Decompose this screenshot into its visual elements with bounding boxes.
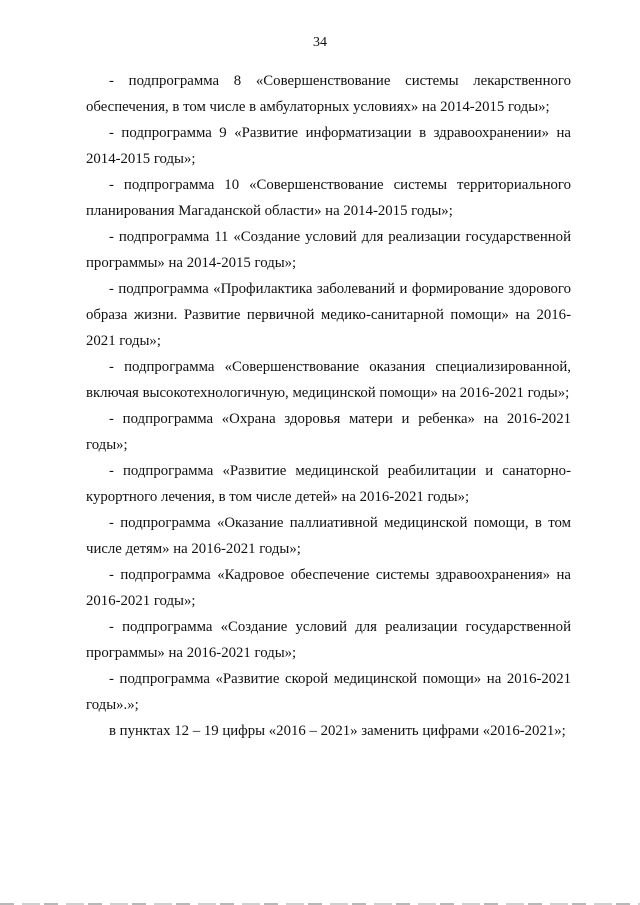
paragraph-subprogram-staffing: - подпрограмма «Кадровое обеспечение системы здравоохранения» на 2016-2021 годы»; — [86, 567, 571, 609]
paragraph-subprogram-8: - подпрограмма 8 «Совершенствование системы лекарственного обеспечения, в том числе в амбулаторных условиях» на 2014-2015 годы»; — [86, 73, 571, 115]
paragraph-subprogram-rehabilitation: - подпрограмма «Развитие медицинской реабилитации и санаторно-курортного лечения, в том числе детей» на 2016-2021 годы»; — [86, 463, 571, 505]
page-number: 34 — [313, 35, 327, 50]
paragraph-subprogram-program-conditions: - подпрограмма «Создание условий для реализации государственной программы» на 2016-2021 годы»; — [86, 619, 571, 661]
paragraph-subprogram-10: - подпрограмма 10 «Совершенствование системы территориального планирования Магаданской области» на 2014-2015 годы»; — [86, 177, 571, 219]
paragraph-subprogram-palliative-care: - подпрограмма «Оказание паллиативной медицинской помощи, в том числе детям» на 2016-2021 годы»; — [86, 515, 571, 557]
paragraph-subprogram-11: - подпрограмма 11 «Создание условий для реализации государственной программы» на 2014-2015 годы»; — [86, 229, 571, 271]
paragraph-items-12-19-amendment: в пунктах 12 – 19 цифры «2016 – 2021» заменить цифрами «2016-2021»; — [109, 723, 566, 739]
paragraph-subprogram-maternal-health: - подпрограмма «Охрана здоровья матери и ребенка» на 2016-2021 годы»; — [86, 411, 571, 453]
body-text — [86, 68, 571, 744]
paragraph-subprogram-specialized-care: - подпрограмма «Совершенствование оказания специализированной, включая высокотехнологичную, медицинской помощи» на 2016-2021 годы»; — [86, 359, 571, 401]
paragraph-subprogram-emergency-care: - подпрограмма «Развитие скорой медицинской помощи» на 2016-2021 годы».»; — [86, 671, 571, 713]
paragraph-subprogram-9: - подпрограмма 9 «Развитие информатизации в здравоохранении» на 2014-2015 годы»; — [86, 125, 571, 167]
paragraph-subprogram-prevention: - подпрограмма «Профилактика заболеваний и формирование здорового образа жизни. Развитие первичной медико-санитарной помощи» на 2016-2021 годы»; — [86, 281, 571, 349]
